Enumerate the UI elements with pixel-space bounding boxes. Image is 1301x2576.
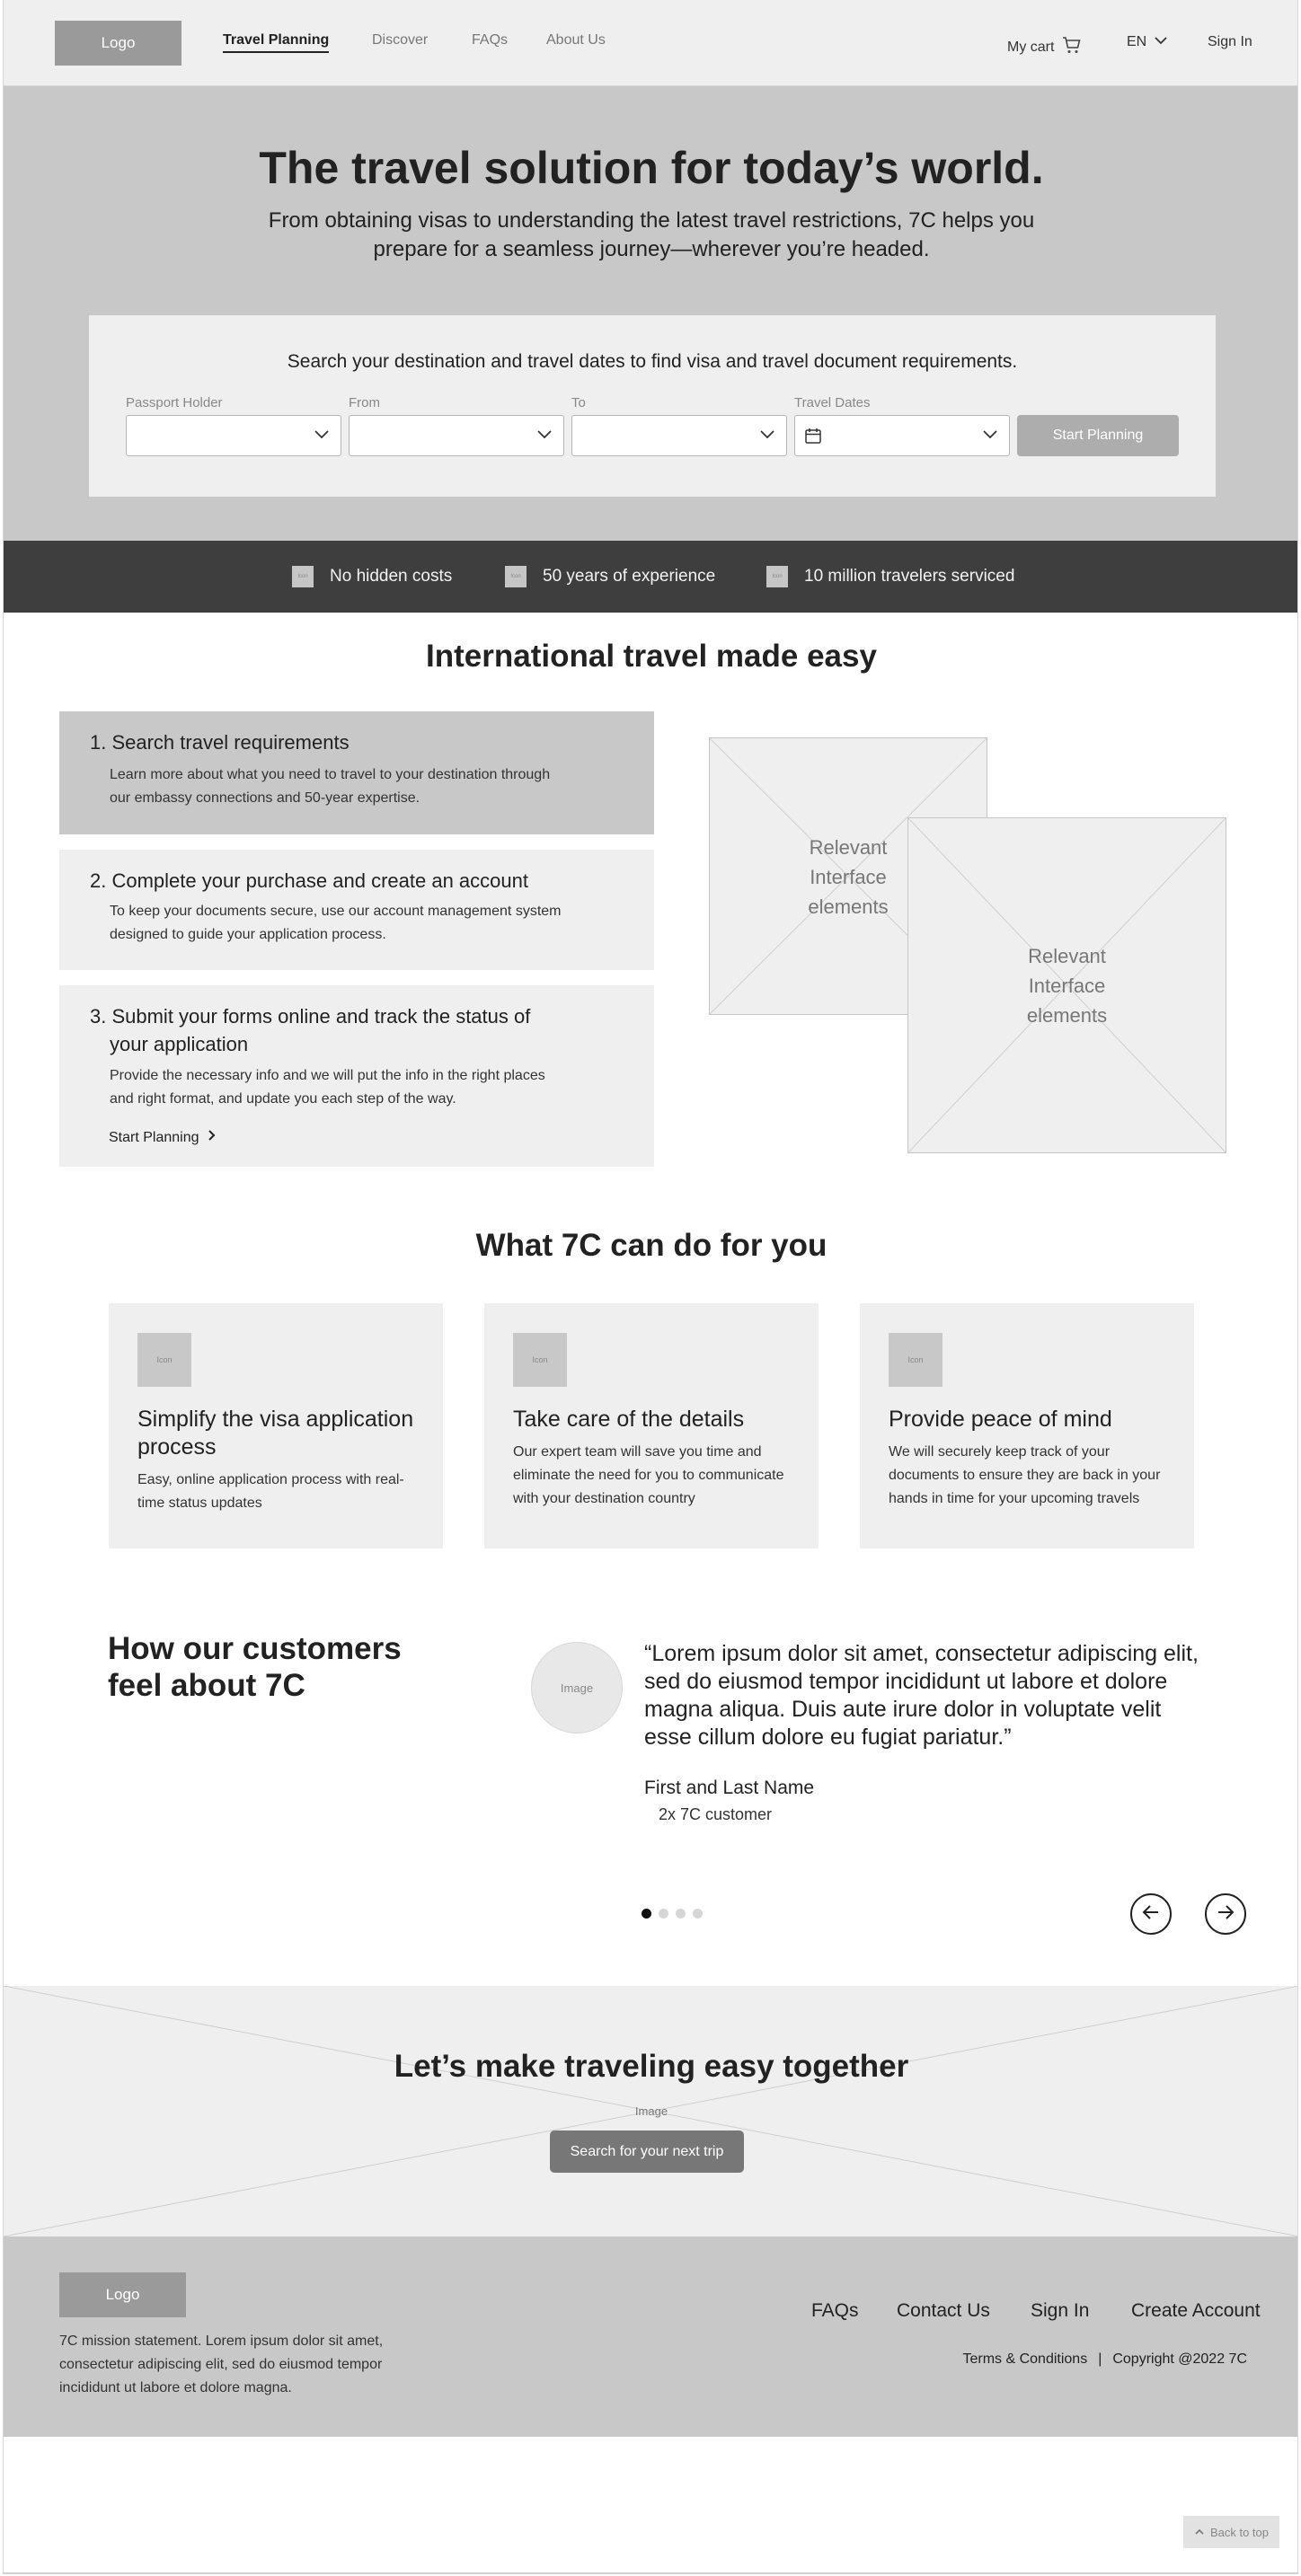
steps-section-title: International travel made easy xyxy=(426,639,877,674)
service-card-body: Easy, online application process with real-time status updates xyxy=(137,1472,404,1511)
cart-label: My cart xyxy=(1007,39,1055,55)
legal-separator: | xyxy=(1098,2351,1102,2367)
step-title-line: 3. Submit your forms online and track the status of xyxy=(90,1005,531,1028)
footer-link-sign-in[interactable]: Sign In xyxy=(1031,2300,1090,2321)
step-body-line: To keep your documents secure, use our account management system xyxy=(110,904,562,919)
stat-no-hidden-costs xyxy=(292,566,452,587)
placeholder-label-line: Interface xyxy=(1028,975,1106,997)
terms-link[interactable]: Terms & Conditions xyxy=(962,2351,1088,2367)
stat-placeholder-icon: Icon xyxy=(505,566,527,587)
arrow-right-icon xyxy=(1215,1901,1236,1928)
back-to-top-button[interactable] xyxy=(1183,2516,1279,2548)
passport-holder-select[interactable] xyxy=(126,415,341,456)
chevron-down-icon xyxy=(759,428,775,446)
search-card xyxy=(89,315,1216,497)
step-title: 1. Search travel requirements xyxy=(90,731,350,754)
footer-legal xyxy=(962,2351,1247,2368)
testimonials-heading: How our customers feel about 7C xyxy=(108,1631,402,1703)
to-select[interactable] xyxy=(571,415,787,456)
stats-bar xyxy=(4,541,1298,613)
carousel-prev-button[interactable] xyxy=(1130,1893,1172,1935)
calendar-icon xyxy=(804,427,822,449)
step-body-line: Learn more about what you need to travel to your destination through xyxy=(110,767,551,782)
stat-label: No hidden costs xyxy=(330,567,453,586)
service-placeholder-icon: Icon xyxy=(513,1333,567,1387)
start-planning-link-label: Start Planning xyxy=(109,1129,199,1145)
travel-dates-picker[interactable] xyxy=(794,415,1010,456)
start-planning-button[interactable]: Start Planning xyxy=(1017,415,1179,456)
passport-holder-label: Passport Holder xyxy=(126,395,223,410)
step-search-requirements[interactable] xyxy=(59,711,654,834)
step-start-planning-link[interactable] xyxy=(109,1129,216,1146)
service-card-details xyxy=(484,1303,819,1548)
search-next-trip-button[interactable]: Search for your next trip xyxy=(550,2130,744,2173)
from-label: From xyxy=(349,395,380,410)
search-intro: Search your destination and travel dates to find visa and travel document requirements. xyxy=(287,351,1018,372)
cart-icon xyxy=(1061,34,1083,60)
testimonial-name: First and Last Name xyxy=(644,1778,815,1798)
footer-logo[interactable]: Logo xyxy=(59,2272,186,2317)
service-placeholder-icon: Icon xyxy=(137,1333,191,1387)
placeholder-label-line: elements xyxy=(1026,1004,1108,1027)
service-card-visa xyxy=(109,1303,443,1548)
placeholder-label-line: Relevant xyxy=(1028,945,1106,967)
hero-subtitle: From obtaining visas to understanding the latest travel restrictions, 7C helps you prepare for a seamless journey—wherever you’re headed. xyxy=(268,208,1035,261)
from-select[interactable] xyxy=(349,415,564,456)
site-footer xyxy=(4,2236,1298,2437)
testimonial-quote: “Lorem ipsum dolor sit amet, consectetur adipiscing elit, sed do eiusmod tempor incididunt ut labore et dolore magna aliqua. Duis aute irure dolor in voluptate velit esse cillum dolore eu fugiat pariatur.” xyxy=(644,1641,1199,1750)
back-to-top-label: Back to top xyxy=(1209,2525,1270,2539)
cta-image-label: Image xyxy=(634,2104,668,2118)
footer-link-contact-us[interactable]: Contact Us xyxy=(897,2300,990,2321)
service-card-title: Simplify the visa application process xyxy=(137,1407,414,1460)
carousel-next-button[interactable] xyxy=(1205,1893,1246,1935)
to-label: To xyxy=(571,395,586,410)
chevron-up-icon xyxy=(1194,2526,1205,2539)
travel-dates-label: Travel Dates xyxy=(794,395,871,410)
step-title-line: your application xyxy=(110,1033,249,1055)
placeholder-label-line: Relevant xyxy=(809,836,888,859)
services-section-title: What 7C can do for you xyxy=(475,1228,828,1263)
chevron-down-icon xyxy=(314,428,330,446)
carousel-dot[interactable] xyxy=(659,1909,668,1919)
step-body-line: our embassy connections and 50-year expertise. xyxy=(110,790,420,806)
carousel-dot[interactable] xyxy=(642,1909,651,1919)
stat-label: 10 million travelers serviced xyxy=(804,567,1015,586)
header-logo[interactable]: Logo xyxy=(55,21,181,66)
service-card-title: Provide peace of mind xyxy=(889,1407,1112,1432)
stat-years-experience xyxy=(505,566,715,587)
page-frame xyxy=(3,0,1298,2574)
chevron-right-icon xyxy=(207,1129,216,1146)
service-placeholder-icon: Icon xyxy=(889,1333,943,1387)
customer-avatar: Image xyxy=(531,1642,623,1734)
footer-link-create-account[interactable]: Create Account xyxy=(1131,2300,1261,2321)
step-body-line: and right format, and update you each step of the way. xyxy=(110,1091,456,1107)
cta-banner xyxy=(4,1986,1298,2236)
chevron-down-icon xyxy=(1154,34,1168,50)
stat-travelers-serviced xyxy=(766,566,1014,587)
carousel-dot[interactable] xyxy=(676,1909,686,1919)
testimonial-role: 2x 7C customer xyxy=(659,1805,773,1823)
service-card-body: Our expert team will save you time and eliminate the need for you to communicate with your destination country xyxy=(513,1444,784,1506)
stat-placeholder-icon: Icon xyxy=(292,566,314,587)
step-body-line: designed to guide your application process. xyxy=(110,927,386,942)
chevron-down-icon xyxy=(982,428,998,446)
cart-button[interactable] xyxy=(1007,34,1083,60)
nav-about-us[interactable]: About Us xyxy=(546,32,606,48)
nav-faqs[interactable]: FAQs xyxy=(472,32,509,48)
stat-label: 50 years of experience xyxy=(543,567,716,586)
step-submit-forms[interactable] xyxy=(59,985,654,1167)
service-card-peace-of-mind xyxy=(860,1303,1194,1548)
nav-travel-planning[interactable]: Travel Planning xyxy=(223,32,329,53)
site-header xyxy=(4,0,1298,86)
language-select[interactable] xyxy=(1127,34,1168,50)
step-body-line: Provide the necessary info and we will put the info in the right places xyxy=(110,1068,545,1083)
placeholder-label-line: Interface xyxy=(810,866,887,888)
hero-title: The travel solution for today’s world. xyxy=(259,143,1044,193)
carousel-dot[interactable] xyxy=(693,1909,703,1919)
header-sign-in[interactable]: Sign In xyxy=(1208,34,1252,49)
footer-link-faqs[interactable]: FAQs xyxy=(811,2300,859,2321)
footer-mission: 7C mission statement. Lorem ipsum dolor sit amet, consectetur adipiscing elit, sed do eiusmod tempor incididunt ut labore et dolore magna. xyxy=(59,2333,384,2395)
service-card-body: We will securely keep track of your documents to ensure they are back in your hands in time for your upcoming travels xyxy=(889,1444,1161,1506)
arrow-left-icon xyxy=(1140,1901,1162,1928)
nav-discover[interactable]: Discover xyxy=(372,32,429,48)
cta-title: Let’s make traveling easy together xyxy=(394,2049,909,2084)
step-title: 2. Complete your purchase and create an account xyxy=(90,869,528,892)
placeholder-label-line: elements xyxy=(808,895,889,918)
chevron-down-icon xyxy=(536,428,553,446)
copyright: Copyright @2022 7C xyxy=(1112,2351,1247,2367)
step-complete-purchase[interactable] xyxy=(59,850,654,970)
hero-section xyxy=(4,86,1298,541)
interface-placeholder-front xyxy=(907,817,1226,1153)
service-card-title: Take care of the details xyxy=(513,1407,745,1432)
language-value: EN xyxy=(1127,34,1147,49)
stat-placeholder-icon: Icon xyxy=(766,566,788,587)
